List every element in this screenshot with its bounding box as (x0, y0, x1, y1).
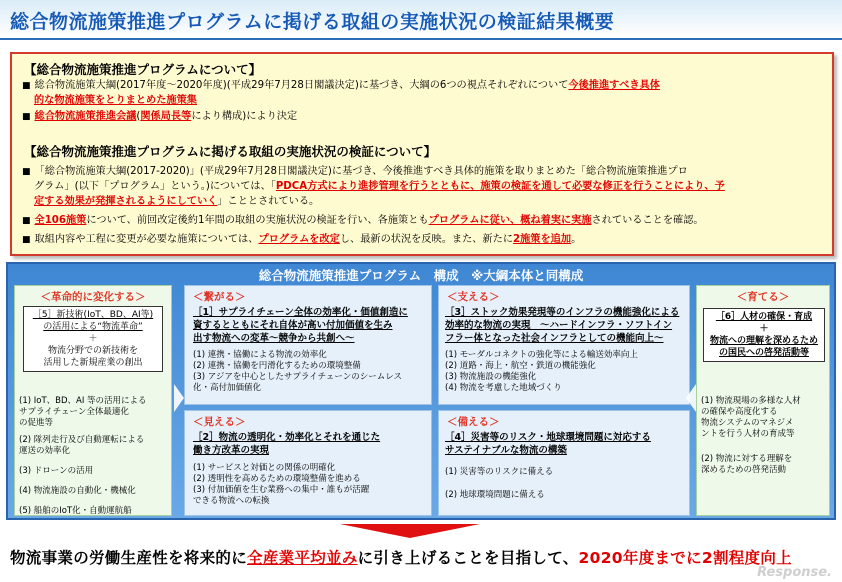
box-support (438, 285, 690, 405)
bullet-square-icon: ■ (22, 112, 31, 122)
summary-line-2: ■ 総合物流施策推進会議(関係局長等により構成)により決定 (22, 111, 298, 122)
pillar-3: ［3］ストック効果発現等のインフラの機能強化による 効率的な物流の実現 ～ハードインフラ・ソフトイン フラー体となった社会インフラとしての機能向上～ (445, 307, 680, 344)
verification-para-2: ■ 全106施策について、前回改定後約1年間の取組の実施状況の検証を行い、各施策ともプログラムに従い、概ね着実に実施されていることを確認。 (22, 215, 704, 226)
item-list-connect: (1) 連携・協働による物流の効率化 (2) 連携・協働を円滑化するための環境整備 (3) アジアを中心としたサプライチェーンのシームレス 化・高付加価値化 (193, 350, 402, 393)
section-heading-verification: 【総合物流施策推進プログラムに掲げる取組の実施状況の検証について】 (24, 144, 437, 159)
program-structure (6, 262, 836, 520)
arrow-left-icon (686, 384, 696, 412)
summary-panel (10, 52, 834, 256)
item-list-visible: (1) サービスと対価との関係の明確化 (2) 透明性を高めるための環境整備を進める (3) 付加価値を生む業務への集中・誰もが活躍 できる物流への転換 (193, 463, 370, 506)
caption-visible: ＜見える＞ (193, 416, 246, 428)
structure-title: 総合物流施策推進プログラム 構成 ※大綱本体と同構成 (258, 268, 584, 283)
column-grow (696, 285, 830, 516)
bullet-square-icon: ■ (22, 216, 31, 226)
column-revolutionary (14, 285, 172, 516)
section-heading-about: 【総合物流施策推進プログラムについて】 (24, 62, 262, 77)
box-connect (184, 285, 432, 405)
verification-para-3: ■ 取組内容や工程に変更が必要な施策については、プログラムを改定し、最新の状況を反映。また、新たに2施策を追加。 (22, 234, 582, 245)
caption-support: ＜支える＞ (447, 291, 500, 303)
box-visible (184, 410, 432, 516)
caption-connect: ＜繋がる＞ (193, 291, 246, 303)
arrow-right-icon (174, 384, 184, 412)
item-list-support: (1) モーダルコネクトの強化等による輸送効率向上 (2) 道路・海上・航空・鉄道の機能強化 (3) 物流施設の機能強化 (4) 物流を考慮した地域づくり (445, 350, 638, 393)
item-list-revolutionary: (1) IoT、BD、AI 等の活用による サプライチェーン全体最適化 の促進等 (2) 隊列走行及び自動運転による 運送の効率化 (3) ドローンの活用 (4) 物流施設の自動化・機械化 (5) 船舶のIoT化・自動運航船 (19, 396, 147, 516)
plus-icon: ＋ (759, 324, 769, 334)
plus-icon: ＋ (88, 334, 98, 344)
summary-line-1: ■ 総合物流施策大綱(2017年度～2020年度)(平成29年7月28日閣議決定)に基づき、大綱の6つの視点それぞれについて今後推進すべき具体 (22, 80, 660, 91)
verification-para-1a: ■ 「総合物流施策大綱(2017-2020)」(平成29年7月28日閣議決定)に基づき、今後推進すべき具体的施策を取りまとめた「総合物流施策推進プロ (22, 166, 688, 177)
item-list-grow: (1) 物流現場の多様な人材 の確保や高度化する 物流システムのマネジメ ントを行う人材の育成等 (2) 物流に対する理解を 深めるための啓発活動 (701, 396, 801, 475)
bullet-square-icon: ■ (22, 167, 31, 177)
pillar-1: ［1］サプライチェーン全体の効率化・価値創造に 資するとともにそれ自体が高い付加価値を生み 出す物流への変革～競争から共創へ～ (193, 307, 408, 344)
caption-grow: ＜育てる＞ (736, 291, 790, 303)
pillar-6: ［6］人材の確保・育成 ＋ 物流への理解を深めるため の国民への啓発活動等 (703, 308, 825, 362)
page-title: 総合物流施策推進プログラムに掲げる取組の実施状況の検証結果概要 (10, 11, 615, 33)
down-arrow-icon (340, 524, 480, 538)
bullet-square-icon: ■ (22, 81, 31, 91)
caption-revolutionary: ＜革命的に変化する＞ (40, 291, 146, 303)
pillar-5: ［5］新技術(IoT、BD、AI等) の活用による“物流革命” ＋ 物流分野での新技術を 活用した新規産業の創出 (23, 306, 163, 372)
goal-statement: 物流事業の労働生産性を将来的に全産業平均並みに引き上げることを目指して、2020年度までに2割程度向上 (10, 549, 792, 567)
item-list-prepare: (1) 災害等のリスクに備える (2) 地球環境問題に備える (445, 467, 554, 500)
box-prepare (438, 410, 690, 516)
caption-prepare: ＜備える＞ (447, 416, 500, 428)
verification-para-1c: 定する効果が発揮されるようにしていく」こととされている。 (34, 196, 320, 207)
pillar-2: ［2］物流の透明化・効率化とそれを通じた 働き方改革の実現 (193, 432, 381, 456)
response-watermark: Response. (757, 565, 832, 580)
pillar-4: ［4］災害等のリスク・地球環境問題に対応する サステイナブルな物流の構築 (445, 432, 651, 456)
summary-line-1b: 的な物流施策をとりまとめた施策集 (34, 95, 197, 106)
verification-para-1b: グラム」(以下「プログラム」という。)については、「PDCA方式により進捗管理を行うとともに、施策の検証を通して必要な修正を行うことにより、予 (34, 181, 725, 192)
bullet-square-icon: ■ (22, 235, 31, 245)
title-bar (0, 0, 842, 40)
